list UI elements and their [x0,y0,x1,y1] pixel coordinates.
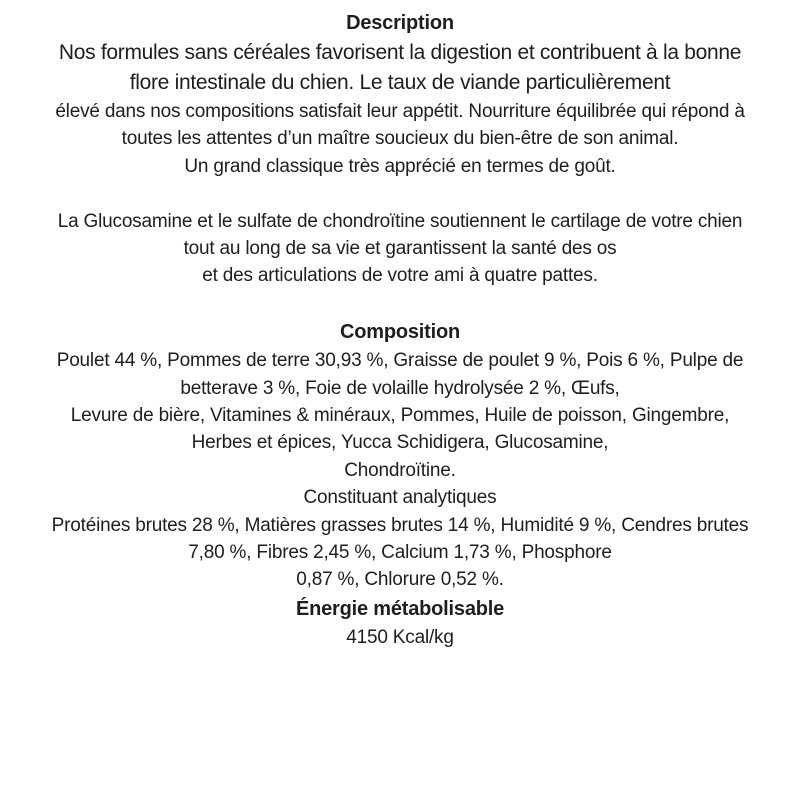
text-line: Chondroïtine. [344,459,456,481]
text-line: Herbes et épices, Yucca Schidigera, Glucosamine, [191,432,609,454]
text-line: La Glucosamine et le sulfate de chondroïtine soutiennent le cartilage de votre chien [57,210,743,232]
paragraph-spacer [0,180,800,207]
analytical-constituents-subheading: Constituant analytiques [303,487,497,509]
text-line: Un grand classique très apprécié en termes de goût. [184,155,616,177]
text-line: betterave 3 %, Foie de volaille hydrolysée 2 %, Œufs, [180,377,620,399]
text-line: 7,80 %, Fibres 2,45 %, Calcium 1,73 %, Phosphore [188,542,612,564]
paragraph-spacer [0,290,800,317]
text-line: Poulet 44 %, Pommes de terre 30,93 %, Graisse de poulet 9 %, Pois 6 %, Pulpe de [56,350,744,372]
text-line: élevé dans nos compositions satisfait leur appétit. Nourriture équilibrée qui répond à [55,101,745,122]
text-line: flore intestinale du chien. Le taux de viande particulièrement [129,71,671,94]
text-line: 0,87 %, Chlorure 0,52 %. [296,569,504,591]
text-line: tout au long de sa vie et garantissent la santé des os [183,238,617,260]
text-line: Levure de bière, Vitamines & minéraux, Pommes, Huile de poisson, Gingembre, [70,405,730,427]
composition-heading: Composition [339,321,460,344]
description-heading: Description [346,12,454,34]
text-line: toutes les attentes d’un maître soucieux du bien-être de son animal. [121,128,679,150]
energy-value: 4150 Kcal/kg [346,626,454,648]
metabolizable-energy-heading: Énergie métabolisable [295,597,505,620]
text-line: et des articulations de votre ami à quatre pattes. [202,265,598,287]
text-line: Nos formules sans céréales favorisent la digestion et contribuent à la bonne [58,41,742,64]
text-line: Protéines brutes 28 %, Matières grasses brutes 14 %, Humidité 9 %, Cendres brutes [51,514,749,536]
